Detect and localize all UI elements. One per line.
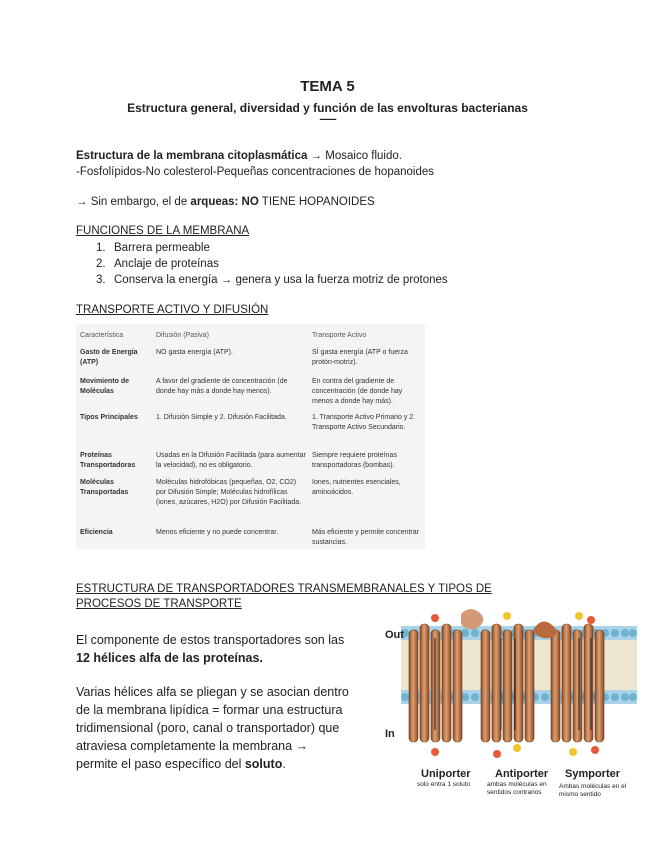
divider: ------- bbox=[319, 114, 336, 125]
solute-yellow-icon bbox=[575, 612, 583, 620]
list-item-text: Conserva la energía → genera y usa la fuerza motriz de protones bbox=[114, 274, 448, 286]
list-item-number: 2. bbox=[96, 258, 106, 270]
table-cell: Movimiento de Moléculas bbox=[80, 378, 130, 395]
table-cell: Más eficiente y permite concentrar sustancias. bbox=[312, 529, 419, 546]
transporter-figure bbox=[383, 608, 639, 808]
table-cell: Proteínas Transportadoras bbox=[80, 452, 136, 469]
table-header-cell: Transporte Activo bbox=[312, 332, 367, 339]
table-header-cell: Característica bbox=[80, 332, 124, 339]
archaea-bold: arqueas: NO bbox=[190, 196, 259, 208]
antiporter-description-2: sentidos contrarios bbox=[487, 789, 542, 796]
table-cell: SÍ gasta energía (ATP o fuerza protón-motriz). bbox=[312, 349, 408, 366]
paragraph-2-line: tridimensional (poro, canal o transportador) que bbox=[76, 721, 340, 735]
solute-red-icon bbox=[587, 616, 595, 624]
paragraph-1-line-1: El componente de estos transportadores son las bbox=[76, 633, 345, 647]
structure-heading-line-1: ESTRUCTURA DE TRANSPORTADORES TRANSMEMBRANALES Y TIPOS DE bbox=[76, 583, 492, 595]
table-cell: Iones, nutrientes esenciales, aminoácidos. bbox=[312, 479, 401, 496]
archaea-rest: TIENE HOPANOIDES bbox=[258, 196, 375, 208]
table-cell: NO gasta energía (ATP). bbox=[156, 349, 233, 356]
paragraph-2-line: Varias hélices alfa se pliegan y se asocian dentro bbox=[76, 685, 349, 699]
membrane-line-3 bbox=[76, 194, 596, 210]
paragraph-2-last-pre: permite el paso específico del bbox=[76, 757, 245, 771]
solute-yellow-icon bbox=[569, 748, 577, 756]
structure-paragraph-2 bbox=[76, 683, 376, 773]
transport-heading: TRANSPORTE ACTIVO Y DIFUSIÓN bbox=[76, 304, 269, 316]
list-item bbox=[96, 272, 616, 288]
solute-yellow-icon bbox=[503, 612, 511, 620]
functions-list bbox=[96, 240, 616, 288]
membrane-line-2: -Fosfolípidos-No colesterol-Pequeñas concentraciones de hopanoides bbox=[76, 166, 434, 178]
solute-red-icon bbox=[431, 614, 439, 622]
table-cell: Moléculas hidrofóbicas (pequeñas, O2, CO2) por Difusión Simple; Moléculas hidrofílicas (iones, azúcares, H2O) por Difusión Facilitada. bbox=[156, 479, 302, 506]
list-item-number: 3. bbox=[96, 274, 106, 286]
solute-red-icon bbox=[431, 748, 439, 756]
list-item bbox=[96, 256, 616, 272]
symporter-label: Symporter bbox=[565, 768, 621, 780]
paragraph-1-bold: 12 hélices alfa de las proteínas. bbox=[76, 651, 263, 665]
out-label: Out bbox=[385, 629, 404, 641]
table-cell: Moléculas Transportadas bbox=[80, 479, 129, 496]
list-item-text: Anclaje de proteínas bbox=[114, 258, 219, 270]
table-cell: Eficiencia bbox=[80, 529, 113, 536]
membrane-structure-label: Estructura de la membrana citoplasmática bbox=[76, 150, 308, 162]
table-cell: Usadas en la Difusión Facilitada (para aumentar la velocidad), no es obligatorio. bbox=[156, 452, 306, 469]
list-item-text: Barrera permeable bbox=[114, 242, 210, 254]
table-cell: Siempre requiere proteínas transportadoras (bombas). bbox=[312, 452, 397, 469]
uniporter-description: solo entra 1 soluto bbox=[417, 781, 471, 788]
membrane-line-1 bbox=[76, 148, 596, 164]
table-cell: Gasto de Energía (ATP) bbox=[80, 349, 138, 366]
symporter-helices bbox=[551, 624, 604, 742]
symporter-description-2: mismo sentido bbox=[559, 791, 601, 798]
table-cell: A favor del gradiente de concentración (de donde hay más a donde hay menos). bbox=[156, 378, 288, 395]
table-cell: 1. Difusión Simple y 2. Difusión Facilitada. bbox=[156, 414, 287, 421]
table-cell: Menos eficiente y no puede concentrar. bbox=[156, 529, 279, 536]
functions-heading: FUNCIONES DE LA MEMBRANA bbox=[76, 225, 250, 237]
table-cell: 1. Transporte Activo Primario y 2. Transporte Activo Secundario. bbox=[312, 414, 416, 431]
membrane-structure-value: → Mosaico fluido. bbox=[307, 150, 402, 162]
list-item-number: 1. bbox=[96, 242, 106, 254]
uniporter-label: Uniporter bbox=[421, 768, 471, 780]
table-header-cell: Difusión (Pasiva) bbox=[156, 332, 209, 339]
antiporter-label: Antiporter bbox=[495, 768, 549, 780]
solute-yellow-icon bbox=[513, 744, 521, 752]
table-cell: En contra del gradiente de concentración (de donde hay menos a donde hay más). bbox=[312, 378, 403, 405]
paragraph-2-end: . bbox=[282, 757, 286, 771]
paragraph-2-line: de la membrana lipídica = formar una estructura bbox=[76, 703, 343, 717]
solute-red-icon bbox=[591, 746, 599, 754]
paragraph-2-last-line bbox=[76, 755, 376, 773]
symporter-description-1: Ambas moléculas en el bbox=[559, 783, 627, 790]
paragraph-2-line: atraviesa completamente la membrana → bbox=[76, 739, 309, 753]
paragraph-2-solute: soluto bbox=[244, 757, 283, 771]
antiporter-helices bbox=[481, 624, 534, 742]
in-label: In bbox=[385, 728, 395, 740]
list-item bbox=[96, 240, 616, 256]
archaea-pre: → Sin embargo, el de bbox=[76, 196, 191, 208]
table-cell: Tipos Principales bbox=[80, 414, 138, 421]
solute-red-icon bbox=[493, 750, 501, 758]
structure-heading-line-2: PROCESOS DE TRANSPORTE bbox=[76, 598, 242, 610]
antiporter-description-1: ambas moléculas en bbox=[487, 781, 547, 788]
structure-paragraph-1 bbox=[76, 631, 376, 667]
page-subtitle: Estructura general, diversidad y función de las envolturas bacterianas bbox=[127, 101, 528, 115]
transport-comparison-table bbox=[76, 324, 425, 549]
page-title: TEMA 5 bbox=[300, 78, 355, 95]
